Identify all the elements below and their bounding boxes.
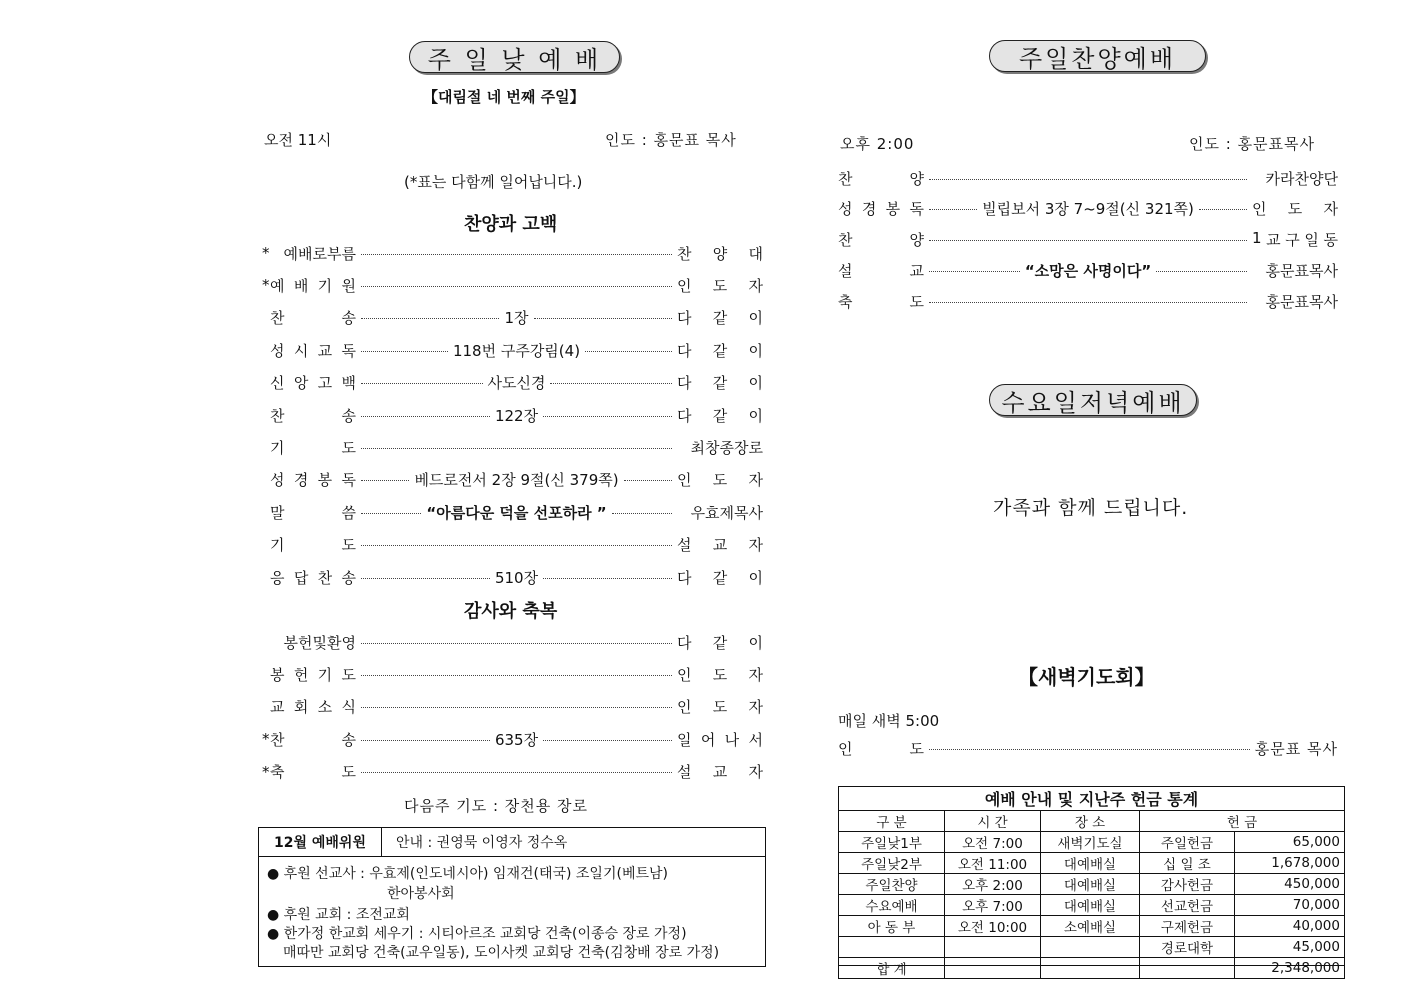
cell-category: 아 동 부 xyxy=(839,916,945,937)
cell-offering-type: 경로대학 xyxy=(1140,937,1235,958)
order-item-row xyxy=(270,436,763,458)
order-item-person: 설 교 자 xyxy=(677,536,763,555)
wednesday-text: 가족과 함께 드립니다. xyxy=(993,497,1189,519)
order-item-label: 축 도 xyxy=(838,292,924,311)
title-wednesday-worship-text: 수요일저녁예배 xyxy=(1001,388,1185,417)
order-item-label: 찬 송 xyxy=(270,406,356,425)
order-item-label: 설 교 xyxy=(838,261,924,280)
dots xyxy=(361,772,672,773)
cell-time xyxy=(945,958,1041,979)
order-item-row xyxy=(262,761,763,783)
dots xyxy=(929,302,1247,303)
cell-place: 새벽기도실 xyxy=(1041,832,1140,853)
dawn-time: 매일 새벽 5:00 xyxy=(838,712,940,730)
title-sunday-worship xyxy=(409,41,620,73)
dots xyxy=(361,480,409,481)
order-item-label: 기 도 xyxy=(270,438,356,457)
order-item-row xyxy=(270,339,763,361)
order-item-row xyxy=(262,242,763,264)
order-item-person: 인 도 자 xyxy=(1252,200,1339,219)
table-header-row xyxy=(839,811,1345,832)
table-row xyxy=(839,916,1345,937)
cell-amount: 40,000 xyxy=(1235,916,1345,937)
order-item-label: 예 배 기 원 xyxy=(270,276,356,295)
dawn-label: 인 도 xyxy=(838,739,924,758)
sunday-leader: 인도 : 홍문표 목사 xyxy=(605,131,737,149)
cell-offering-type: 감사헌금 xyxy=(1140,874,1235,895)
order-item-person: 다 같 이 xyxy=(677,568,763,587)
order-item-person: 다 같 이 xyxy=(677,633,763,652)
title-praise-worship-text: 주일찬양예배 xyxy=(1018,44,1177,73)
order-item-content: “소망은 사명이다” xyxy=(1024,261,1152,280)
dots xyxy=(361,707,672,708)
order-item-label: 말 씀 xyxy=(270,503,356,522)
order-item-row xyxy=(270,501,763,523)
order-item-person: 다 같 이 xyxy=(677,374,763,393)
order-item-label: 성 시 교 독 xyxy=(270,341,356,360)
cell-category: 주일낮2부 xyxy=(839,853,945,874)
section-thanks-blessing: 감사와 축복 xyxy=(464,601,558,622)
dots xyxy=(361,513,421,514)
order-item-person: 인 도 자 xyxy=(677,698,763,717)
cell-place: 대예배실 xyxy=(1041,853,1140,874)
order-item-label: 봉 헌 기 도 xyxy=(270,665,356,684)
order-item-label: 성 경 봉 독 xyxy=(270,471,356,490)
title-wednesday-worship xyxy=(989,384,1197,416)
order-item-row xyxy=(270,534,763,556)
order-item-label: 예배로부름 xyxy=(283,244,356,263)
dots xyxy=(550,383,672,384)
table-row xyxy=(839,937,1345,958)
order-item-label: 축 도 xyxy=(270,763,356,782)
stand-marker: * xyxy=(262,730,270,749)
cell-amount: 65,000 xyxy=(1235,832,1345,853)
committee-box xyxy=(258,827,766,967)
order-item-label: 찬 송 xyxy=(270,309,356,328)
cell-time xyxy=(945,937,1041,958)
cell-amount: 2,348,000 xyxy=(1235,958,1345,979)
committee-line-missionary-cont: 한아봉사회 xyxy=(387,886,455,902)
cell-offering-type xyxy=(1140,958,1235,979)
order-item-row xyxy=(270,663,763,685)
order-item-person: 찬 양 대 xyxy=(677,244,763,263)
dots xyxy=(929,271,1020,272)
cell-offering-type: 십 일 조 xyxy=(1140,853,1235,874)
order-item-person: 다 같 이 xyxy=(677,406,763,425)
dawn-leader-row xyxy=(838,737,1338,759)
stand-marker: * xyxy=(262,244,270,262)
order-item-label: 성 경 봉 독 xyxy=(838,200,924,219)
order-item-content: 1장 xyxy=(504,309,529,328)
table-row xyxy=(839,853,1345,874)
order-item-person: 카라찬양단 xyxy=(1265,169,1338,188)
order-item-row xyxy=(262,274,763,296)
cell-offering-type: 주일헌금 xyxy=(1140,832,1235,853)
table-row xyxy=(839,874,1345,895)
order-item-content: 사도신경 xyxy=(487,374,546,393)
committee-guide: 안내 : 권영묵 이영자 정수옥 xyxy=(396,835,568,851)
order-item-label: 봉헌및환영 xyxy=(283,633,356,652)
order-item-label: 찬 양 xyxy=(838,169,924,188)
cell-time: 오전 7:00 xyxy=(945,832,1041,853)
order-item-person: 인 도 자 xyxy=(677,471,764,490)
dawn-leader: 홍문표 목사 xyxy=(1254,739,1338,758)
order-item-person: 홍문표목사 xyxy=(1265,292,1338,311)
order-item-label: 교 회 소 식 xyxy=(270,698,356,717)
dots xyxy=(361,351,448,352)
order-item-person: 인 도 자 xyxy=(677,665,763,684)
order-item-content: 122장 xyxy=(494,406,539,425)
sunday-time: 오전 11시 xyxy=(264,131,332,149)
order-item-row xyxy=(838,198,1338,220)
dots xyxy=(929,749,1250,750)
cell-category: 주일찬양 xyxy=(839,874,945,895)
order-item-row xyxy=(262,728,763,750)
order-item-person: 최창종장로 xyxy=(690,438,763,457)
order-item-row xyxy=(270,631,763,653)
cell-time: 오후 2:00 xyxy=(945,874,1041,895)
dots xyxy=(929,209,977,210)
order-item-row xyxy=(838,229,1338,251)
dots xyxy=(361,416,490,417)
committee-month: 12월 예배위원 xyxy=(259,828,382,856)
dots xyxy=(1199,209,1247,210)
order-item-label: 응 답 찬 송 xyxy=(270,568,356,587)
order-item-person: 우효제목사 xyxy=(690,503,764,522)
dots xyxy=(624,480,672,481)
order-item-content: 베드로전서 2장 9절(신 379쪽) xyxy=(414,471,619,490)
table-row xyxy=(839,832,1345,853)
dots xyxy=(361,643,672,644)
cell-category: 주일낮1부 xyxy=(839,832,945,853)
order-item-row xyxy=(270,469,763,491)
order-item-content: 635장 xyxy=(494,730,539,749)
committee-line-building: ● 한가정 한교회 세우기 : 시티아르조 교회당 건축(이종승 장로 가정) xyxy=(267,926,687,942)
table-row xyxy=(839,958,1345,979)
cell-amount: 45,000 xyxy=(1235,937,1345,958)
dots xyxy=(534,318,672,319)
order-item-content: “아름다운 덕을 선포하라 ” xyxy=(426,503,607,522)
standing-note: (*표는 다함께 일어납니다.) xyxy=(404,173,583,191)
dots xyxy=(361,578,490,579)
order-item-label: 신 앙 고 백 xyxy=(270,374,356,393)
order-item-row xyxy=(270,566,763,588)
order-item-row xyxy=(270,404,763,426)
praise-time: 오후 2:00 xyxy=(840,135,915,153)
dots xyxy=(361,254,672,255)
order-item-person: 다 같 이 xyxy=(677,309,764,328)
order-item-label: 찬 양 xyxy=(838,231,924,250)
offering-table xyxy=(838,786,1345,979)
order-item-person: 설 교 자 xyxy=(677,763,763,782)
dots xyxy=(929,240,1247,241)
cell-amount: 70,000 xyxy=(1235,895,1345,916)
order-item-person: 다 같 이 xyxy=(677,341,764,360)
cell-time: 오후 7:00 xyxy=(945,895,1041,916)
dots xyxy=(929,179,1247,180)
dots xyxy=(361,740,490,741)
order-item-person: 일 어 나 서 xyxy=(677,730,763,749)
dots xyxy=(361,448,672,449)
order-item-person: 인 도 자 xyxy=(677,276,763,295)
dots xyxy=(1156,271,1247,272)
dots xyxy=(361,383,483,384)
order-item-row xyxy=(270,696,763,718)
offering-table-title: 예배 안내 및 지난주 헌금 통계 xyxy=(839,787,1345,811)
order-item-label: 기 도 xyxy=(270,536,356,555)
order-item-row xyxy=(838,259,1338,281)
order-item-person: 1 교 구 일 동 xyxy=(1252,229,1338,250)
cell-offering-type: 선교헌금 xyxy=(1140,895,1235,916)
cell-time: 오전 11:00 xyxy=(945,853,1041,874)
dots xyxy=(361,675,672,676)
order-item-person: 홍문표목사 xyxy=(1265,261,1338,280)
dots xyxy=(543,578,672,579)
cell-offering-type: 구제헌금 xyxy=(1140,916,1235,937)
cell-place xyxy=(1041,958,1140,979)
committee-line-missionary: ● 후원 선교사 : 우효제(인도네시아) 임재건(태국) 조일기(베트남) xyxy=(267,866,668,882)
cell-place xyxy=(1041,937,1140,958)
order-item-row xyxy=(838,290,1338,312)
cell-category: 수요예배 xyxy=(839,895,945,916)
order-item-label: 찬 송 xyxy=(270,730,356,749)
cell-place: 대예배실 xyxy=(1041,895,1140,916)
order-item-row xyxy=(270,372,763,394)
stand-marker: * xyxy=(262,276,270,295)
cell-place: 소예배실 xyxy=(1041,916,1140,937)
cell-place: 대예배실 xyxy=(1041,874,1140,895)
cell-amount: 1,678,000 xyxy=(1235,853,1345,874)
title-praise-worship xyxy=(989,40,1206,72)
dawn-prayer-title: 【새벽기도회】 xyxy=(1018,665,1155,689)
section-praise-confession: 찬양과 고백 xyxy=(464,214,558,235)
order-item-content: 빌립보서 3장 7~9절(신 321쪽) xyxy=(982,200,1194,219)
order-item-row xyxy=(270,307,763,329)
dots xyxy=(585,351,672,352)
committee-line-church: ● 후원 교회 : 조전교회 xyxy=(267,907,410,923)
header-place: 장 소 xyxy=(1041,811,1140,832)
table-row xyxy=(839,895,1345,916)
subtitle-advent: 【대림절 네 번째 주일】 xyxy=(423,88,585,106)
order-item-content: 118번 구주강림(4) xyxy=(452,341,581,360)
cell-amount: 450,000 xyxy=(1235,874,1345,895)
cell-category xyxy=(839,937,945,958)
dots xyxy=(543,740,672,741)
committee-line-building-cont: 매따만 교회당 건축(교우일동), 도이사켓 교회당 건축(김창배 장로 가정) xyxy=(283,945,720,961)
dots xyxy=(361,545,672,546)
header-offering: 헌 금 xyxy=(1140,811,1345,832)
header-category: 구 분 xyxy=(839,811,945,832)
dots xyxy=(361,286,672,287)
title-sunday-worship-text: 주 일 낮 예 배 xyxy=(427,45,602,74)
header-time: 시 간 xyxy=(945,811,1041,832)
cell-category: 합 계 xyxy=(839,958,945,979)
order-item-row xyxy=(838,167,1338,189)
dots xyxy=(361,318,499,319)
order-item-content: 510장 xyxy=(494,568,539,587)
dots xyxy=(543,416,672,417)
cell-time: 오전 10:00 xyxy=(945,916,1041,937)
praise-leader: 인도 : 홍문표목사 xyxy=(1189,135,1316,153)
next-week-prayer: 다음주 기도 : 장천용 장로 xyxy=(404,797,589,815)
dots xyxy=(612,513,672,514)
stand-marker: * xyxy=(262,762,270,781)
